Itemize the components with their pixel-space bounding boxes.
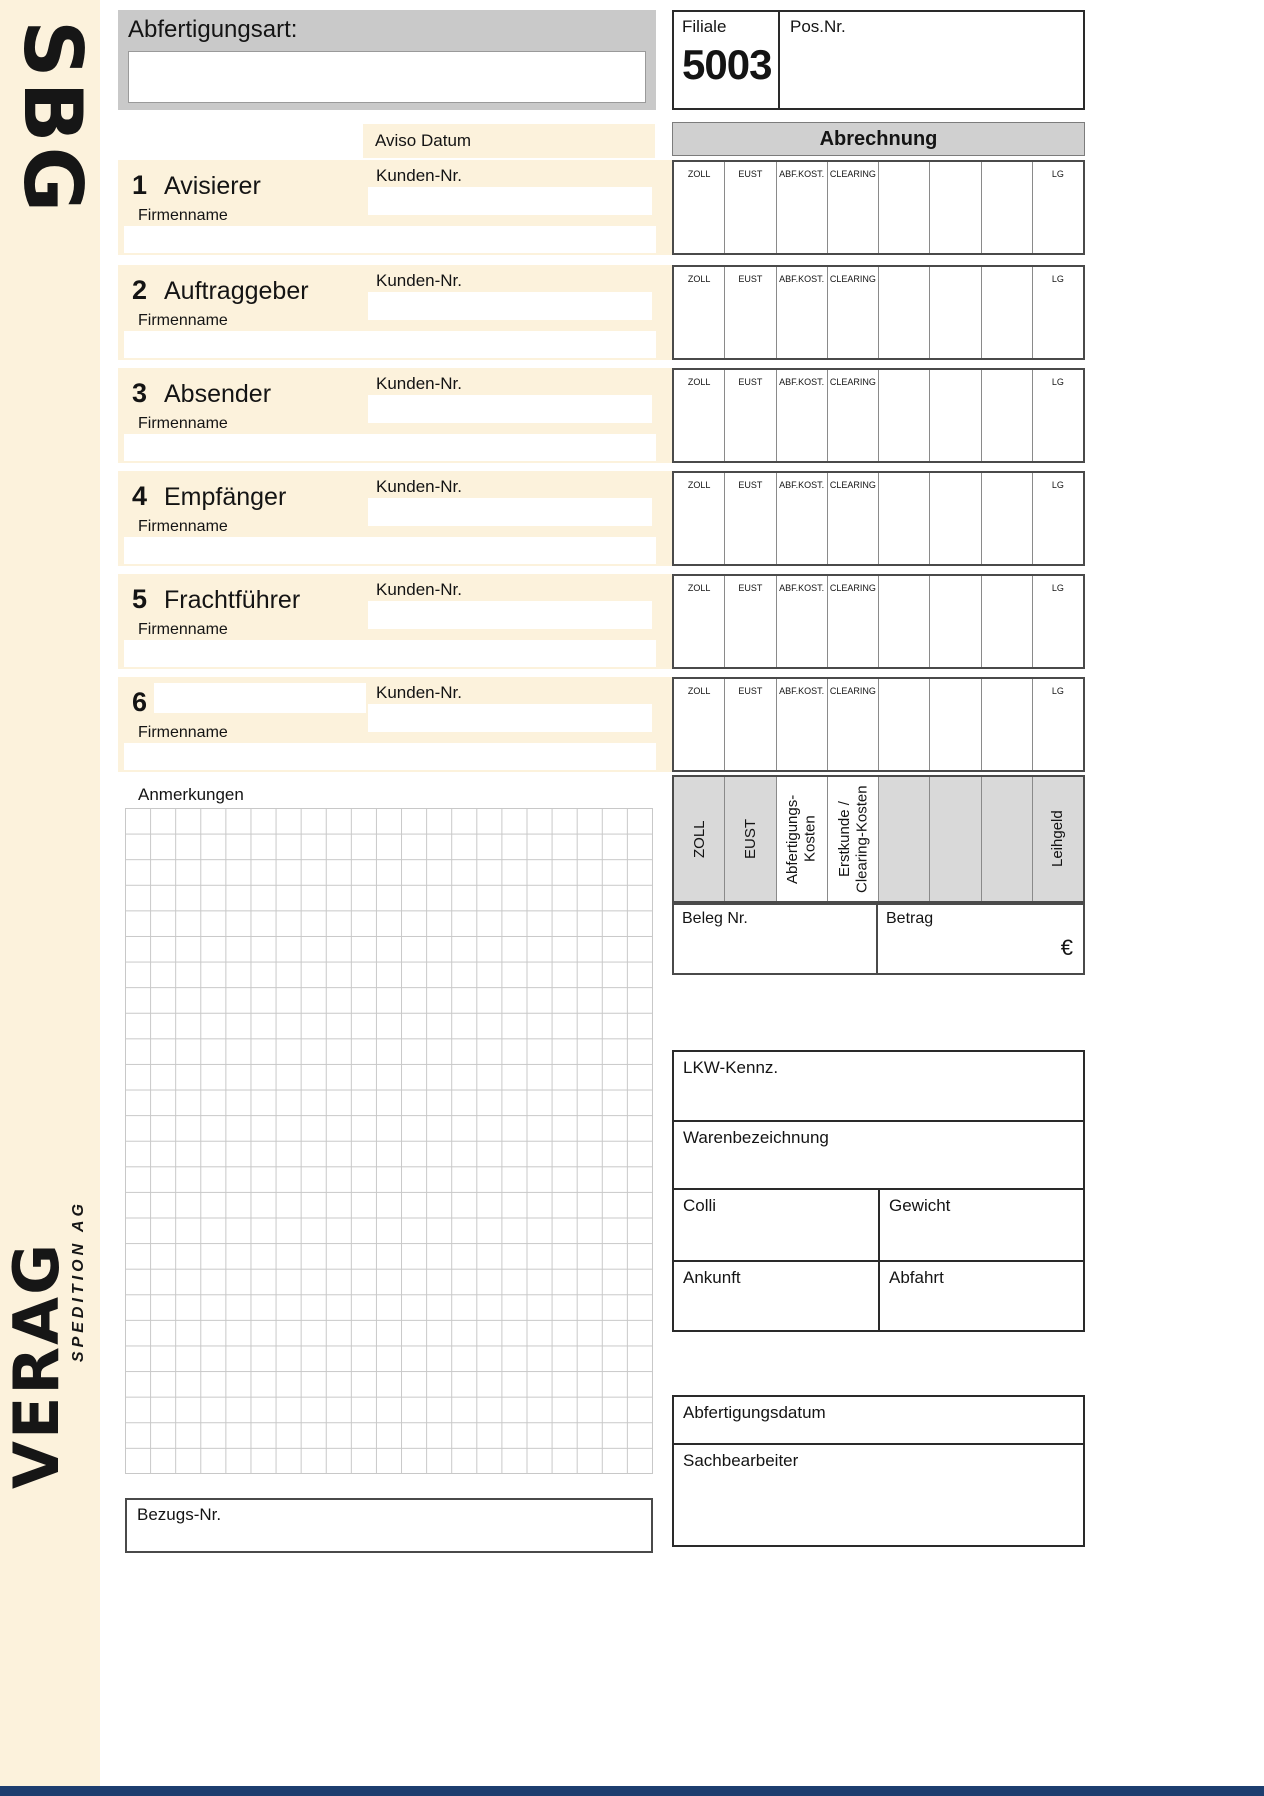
- abrechnung-cell[interactable]: [930, 576, 981, 667]
- kunden-nr-label: Kunden-Nr.: [376, 683, 462, 702]
- verag-logo: VERAG: [0, 1242, 73, 1489]
- party-number: 6: [132, 687, 148, 717]
- party-label: Avisierer: [164, 172, 261, 200]
- abrechnung-cell[interactable]: [879, 576, 930, 667]
- col-header: ABF.KOST.: [779, 583, 825, 593]
- warenbezeichnung-field[interactable]: [672, 1120, 1085, 1190]
- party-label: Empfänger: [164, 483, 287, 511]
- footer-cell[interactable]: [982, 777, 1033, 901]
- kunden-nr-input[interactable]: [368, 187, 652, 215]
- colli-label: Colli: [683, 1196, 717, 1215]
- abfahrt-field[interactable]: [878, 1260, 1085, 1332]
- abrechnung-cell[interactable]: [879, 370, 930, 461]
- beleg-nr-field[interactable]: [672, 903, 878, 975]
- abrechnung-footer-row: [672, 775, 1085, 903]
- footer-label: EUST: [741, 819, 759, 860]
- abrechnung-cell-eust[interactable]: [725, 473, 776, 564]
- kunden-nr-input[interactable]: [368, 704, 652, 732]
- col-header: LG: [1051, 274, 1064, 284]
- abfertigungsdatum-label: Abfertigungsdatum: [683, 1403, 826, 1422]
- abrechnung-cell-lg[interactable]: [1033, 370, 1083, 461]
- party-row-absender: [118, 368, 672, 463]
- col-header: EUST: [738, 480, 763, 490]
- abrechnung-cell-abfkost[interactable]: [777, 162, 828, 253]
- abrechnung-cell-eust[interactable]: [725, 162, 776, 253]
- abrechnung-table-5: [672, 574, 1085, 669]
- gewicht-field[interactable]: [878, 1188, 1085, 1262]
- col-header: LG: [1051, 686, 1064, 696]
- sachbearbeiter-label: Sachbearbeiter: [683, 1451, 799, 1470]
- party-name-input[interactable]: [154, 683, 366, 713]
- abrechnung-cell[interactable]: [930, 679, 981, 770]
- abrechnung-cell-clearing[interactable]: [828, 576, 879, 667]
- aviso-datum-field[interactable]: [363, 124, 655, 158]
- abrechnung-cell-lg[interactable]: [1033, 162, 1083, 253]
- col-header: ABF.KOST.: [779, 686, 825, 696]
- col-header: LG: [1051, 377, 1064, 387]
- ankunft-label: Ankunft: [683, 1268, 741, 1287]
- footer-cell[interactable]: [879, 777, 930, 901]
- abrechnung-cell[interactable]: [930, 267, 981, 358]
- abrechnung-table-6: [672, 677, 1085, 772]
- firmenname-label: Firmenname: [138, 312, 228, 329]
- gewicht-label: Gewicht: [889, 1196, 951, 1215]
- abrechnung-cell-clearing[interactable]: [828, 162, 879, 253]
- party-number: 3: [132, 378, 148, 408]
- party-label: Absender: [164, 380, 272, 408]
- sbg-logo: SBG: [6, 20, 99, 217]
- abrechnung-table-2: [672, 265, 1085, 360]
- col-header: ZOLL: [687, 583, 711, 593]
- abrechnung-cell-zoll[interactable]: [674, 370, 725, 461]
- abrechnung-cell-eust[interactable]: [725, 370, 776, 461]
- abrechnung-cell[interactable]: [930, 162, 981, 253]
- footer-cell-zoll[interactable]: [674, 777, 725, 901]
- abfertigungsart-box: [118, 10, 656, 110]
- col-header: CLEARING: [829, 377, 876, 387]
- party-number: 4: [132, 481, 148, 511]
- left-brand-strip: [0, 0, 100, 1796]
- col-header: ZOLL: [687, 377, 711, 387]
- bottom-blue-bar: [0, 1786, 1264, 1796]
- abrechnung-cell-lg[interactable]: [1033, 679, 1083, 770]
- firmenname-label: Firmenname: [138, 518, 228, 535]
- abrechnung-cell-zoll[interactable]: [674, 162, 725, 253]
- abrechnung-cell-abfkost[interactable]: [777, 370, 828, 461]
- col-header: CLEARING: [829, 480, 876, 490]
- lkw-kennz-label: LKW-Kennz.: [683, 1058, 779, 1077]
- anmerkungen-label: Anmerkungen: [138, 785, 244, 804]
- abrechnung-cell[interactable]: [982, 473, 1033, 564]
- colli-field[interactable]: [672, 1188, 880, 1262]
- abrechnung-title: Abrechnung: [672, 122, 1085, 156]
- abrechnung-cell-zoll[interactable]: [674, 576, 725, 667]
- party-number: 5: [132, 584, 148, 614]
- abrechnung-cell-lg[interactable]: [1033, 473, 1083, 564]
- abrechnung-cell-abfkost[interactable]: [777, 576, 828, 667]
- kunden-nr-label: Kunden-Nr.: [376, 477, 462, 496]
- abrechnung-cell-lg[interactable]: [1033, 267, 1083, 358]
- abrechnung-cell-eust[interactable]: [725, 576, 776, 667]
- abrechnung-cell-zoll[interactable]: [674, 267, 725, 358]
- col-header: LG: [1051, 169, 1064, 179]
- col-header: CLEARING: [829, 686, 876, 696]
- bezugs-nr-field[interactable]: [125, 1498, 653, 1553]
- abrechnung-cell-clearing[interactable]: [828, 473, 879, 564]
- kunden-nr-input[interactable]: [368, 395, 652, 423]
- firmenname-input[interactable]: [124, 226, 656, 253]
- abrechnung-cell[interactable]: [982, 267, 1033, 358]
- pos-nr-field[interactable]: [780, 12, 1083, 108]
- firmenname-input[interactable]: [124, 743, 656, 770]
- spedition-ag-label: SPEDITION AG: [70, 1200, 87, 1363]
- sachbearbeiter-field[interactable]: [672, 1443, 1085, 1547]
- aviso-datum-label: Aviso Datum: [375, 131, 472, 150]
- abfertigungsart-input[interactable]: [128, 51, 646, 103]
- abrechnung-table-1: [672, 160, 1085, 255]
- abfahrt-label: Abfahrt: [889, 1268, 944, 1287]
- col-header: CLEARING: [829, 583, 876, 593]
- betrag-field[interactable]: [876, 903, 1085, 975]
- abrechnung-cell-lg[interactable]: [1033, 576, 1083, 667]
- abrechnung-cell-zoll[interactable]: [674, 473, 725, 564]
- party-row-avisierer: [118, 160, 672, 255]
- beleg-nr-label: Beleg Nr.: [682, 910, 748, 927]
- col-header: ZOLL: [687, 274, 711, 284]
- firmenname-label: Firmenname: [138, 621, 228, 638]
- col-header: LG: [1051, 480, 1064, 490]
- abfertigungsdatum-field[interactable]: [672, 1395, 1085, 1445]
- abrechnung-cell-eust[interactable]: [725, 679, 776, 770]
- footer-cell-eust[interactable]: [725, 777, 776, 901]
- abrechnung-cell-clearing[interactable]: [828, 267, 879, 358]
- abfertigungsart-label: Abfertigungsart:: [128, 16, 298, 43]
- abrechnung-cell[interactable]: [879, 473, 930, 564]
- warenbezeichnung-label: Warenbezeichnung: [683, 1128, 829, 1147]
- col-header: EUST: [738, 169, 763, 179]
- abrechnung-cell[interactable]: [982, 576, 1033, 667]
- col-header: ABF.KOST.: [779, 480, 825, 490]
- abrechnung-cell[interactable]: [982, 162, 1033, 253]
- filiale-cell: [674, 12, 780, 108]
- footer-label: ZOLL: [690, 820, 708, 858]
- footer-label: Erstkunde / Clearing-Kosten: [835, 785, 870, 893]
- firmenname-label: Firmenname: [138, 415, 228, 432]
- col-header: CLEARING: [829, 274, 876, 284]
- col-header: ABF.KOST.: [779, 377, 825, 387]
- col-header: EUST: [738, 377, 763, 387]
- abrechnung-cell[interactable]: [930, 473, 981, 564]
- firmenname-input[interactable]: [124, 537, 656, 564]
- party-row-frachtfuehrer: [118, 574, 672, 669]
- firmenname-input[interactable]: [124, 434, 656, 461]
- ankunft-field[interactable]: [672, 1260, 880, 1332]
- col-header: CLEARING: [829, 169, 876, 179]
- pos-nr-label: Pos.Nr.: [790, 17, 846, 36]
- col-header: EUST: [738, 583, 763, 593]
- kunden-nr-label: Kunden-Nr.: [376, 580, 462, 599]
- col-header: ZOLL: [687, 169, 711, 179]
- abrechnung-cell-abfkost[interactable]: [777, 267, 828, 358]
- abrechnung-cell[interactable]: [982, 679, 1033, 770]
- lkw-kennz-field[interactable]: [672, 1050, 1085, 1122]
- abrechnung-cell-abfkost[interactable]: [777, 679, 828, 770]
- firmenname-input[interactable]: [124, 640, 656, 667]
- abrechnung-cell[interactable]: [930, 370, 981, 461]
- firmenname-label: Firmenname: [138, 207, 228, 224]
- kunden-nr-label: Kunden-Nr.: [376, 271, 462, 290]
- filiale-posnr-box: [672, 10, 1085, 110]
- abrechnung-cell[interactable]: [879, 679, 930, 770]
- abrechnung-cell-eust[interactable]: [725, 267, 776, 358]
- kunden-nr-input[interactable]: [368, 292, 652, 320]
- col-header: EUST: [738, 274, 763, 284]
- abrechnung-cell-zoll[interactable]: [674, 679, 725, 770]
- party-number: 1: [132, 170, 148, 200]
- footer-label: Leihgeld: [1049, 810, 1067, 868]
- abrechnung-table-3: [672, 368, 1085, 463]
- footer-cell[interactable]: [930, 777, 981, 901]
- anmerkungen-grid[interactable]: [125, 808, 653, 1474]
- col-header: ABF.KOST.: [779, 274, 825, 284]
- bezugs-nr-label: Bezugs-Nr.: [137, 1505, 222, 1524]
- col-header: LG: [1051, 583, 1064, 593]
- kunden-nr-label: Kunden-Nr.: [376, 166, 462, 185]
- kunden-nr-label: Kunden-Nr.: [376, 374, 462, 393]
- footer-cell-leihgeld[interactable]: [1033, 777, 1083, 901]
- filiale-label: Filiale: [682, 17, 727, 36]
- footer-cell-abfertigungskosten[interactable]: [777, 777, 828, 901]
- party-label: Auftraggeber: [164, 277, 309, 305]
- abrechnung-cell-clearing[interactable]: [828, 370, 879, 461]
- abrechnung-cell[interactable]: [879, 162, 930, 253]
- firmenname-input[interactable]: [124, 331, 656, 358]
- col-header: ZOLL: [687, 480, 711, 490]
- euro-sign: €: [1060, 935, 1073, 960]
- col-header: ZOLL: [687, 686, 711, 696]
- abrechnung-cell[interactable]: [982, 370, 1033, 461]
- betrag-label: Betrag: [886, 910, 934, 927]
- abrechnung-cell-abfkost[interactable]: [777, 473, 828, 564]
- kunden-nr-input[interactable]: [368, 498, 652, 526]
- filiale-value: 5003: [682, 41, 772, 88]
- party-row-6: [118, 677, 672, 772]
- kunden-nr-input[interactable]: [368, 601, 652, 629]
- abrechnung-cell-clearing[interactable]: [828, 679, 879, 770]
- col-header: EUST: [738, 686, 763, 696]
- party-label: Frachtführer: [164, 586, 301, 614]
- col-header: ABF.KOST.: [779, 169, 825, 179]
- party-number: 2: [132, 275, 148, 305]
- footer-cell-clearingkosten[interactable]: [828, 777, 879, 901]
- party-row-auftraggeber: [118, 265, 672, 360]
- firmenname-label: Firmenname: [138, 724, 228, 741]
- footer-label: Abfertigungs-Kosten: [784, 794, 819, 884]
- party-row-empfaenger: [118, 471, 672, 566]
- abrechnung-cell[interactable]: [879, 267, 930, 358]
- abrechnung-table-4: [672, 471, 1085, 566]
